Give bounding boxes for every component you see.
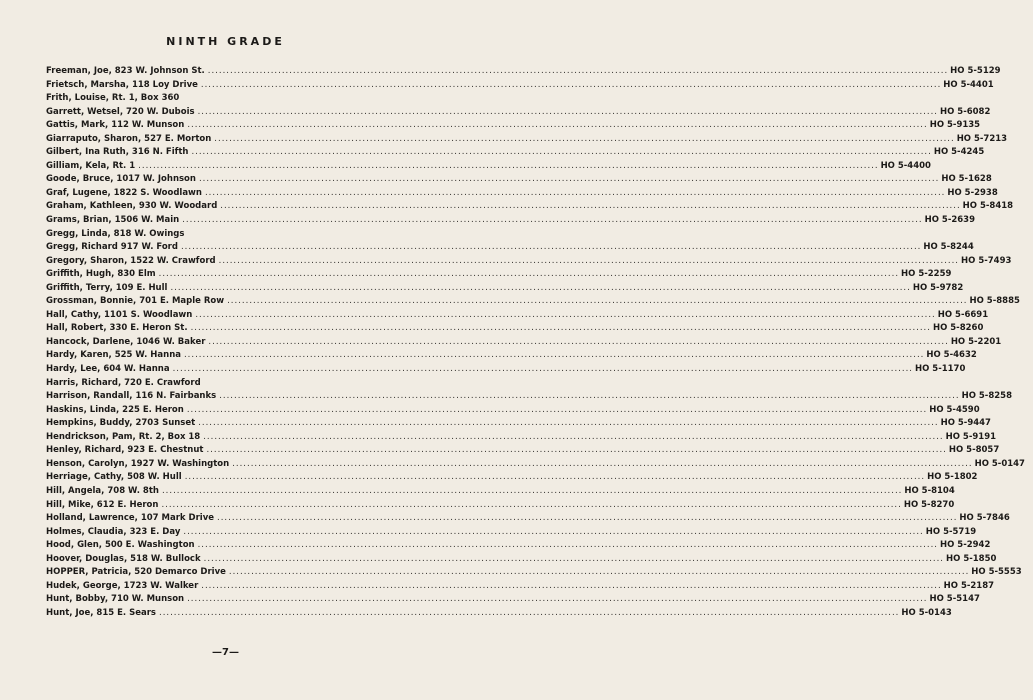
directory-entry bbox=[46, 322, 984, 336]
entry-name-address: Henley, Richard, 923 E. Chestnut bbox=[46, 445, 204, 456]
dot-leader: ........................................................................................................................................................................................................ bbox=[138, 160, 879, 171]
entry-name-address: Haskins, Linda, 225 E. Heron bbox=[46, 404, 184, 415]
dot-leader: ........................................................................................................................................................................................................ bbox=[220, 201, 961, 212]
entry-name-address: Graham, Kathleen, 930 W. Woodard bbox=[46, 201, 218, 212]
directory-entry bbox=[46, 200, 1014, 214]
entry-name-address: Hendrickson, Pam, Rt. 2, Box 18 bbox=[46, 431, 201, 442]
directory-entry bbox=[46, 214, 976, 228]
directory-entry bbox=[46, 539, 991, 553]
entry-name-address: Goode, Bruce, 1017 W. Johnson bbox=[46, 174, 196, 185]
directory-entry bbox=[46, 336, 1002, 350]
directory-entry bbox=[46, 431, 997, 445]
directory-entry bbox=[46, 417, 991, 431]
directory-entry bbox=[46, 526, 977, 540]
dot-leader: ........................................................................................................................................................................................................ bbox=[159, 607, 900, 618]
entry-phone: HO 5-5129 bbox=[950, 66, 1001, 76]
entry-phone: HO 5-8418 bbox=[962, 201, 1014, 212]
dot-leader: ........................................................................................................................................................................................................ bbox=[183, 350, 925, 361]
entry-phone: HO 5-9135 bbox=[929, 120, 981, 131]
entry-phone: HO 5-2942 bbox=[939, 540, 991, 551]
entry-name-address: Gattis, Mark, 112 W. Munson bbox=[46, 120, 185, 131]
entry-name-address: HOPPER, Patricia, 520 Demarco Drive bbox=[46, 567, 226, 578]
entry-name-address: Hunt, Joe, 815 E. Sears bbox=[46, 607, 156, 618]
entry-phone: HO 5-0143 bbox=[901, 607, 952, 618]
directory-entry bbox=[46, 580, 995, 594]
directory-entry bbox=[46, 282, 964, 296]
entry-phone: HO 5-1170 bbox=[914, 364, 966, 375]
directory-entry bbox=[46, 553, 997, 567]
dot-leader: ........................................................................................................................................................................................................ bbox=[203, 553, 945, 564]
dot-leader: ........................................................................................................................................................................................................ bbox=[172, 364, 913, 375]
directory-entry bbox=[46, 404, 980, 418]
dot-leader: ........................................................................................................................................................................................................ bbox=[195, 309, 936, 320]
dot-leader: ........................................................................................................................................................................................................ bbox=[158, 269, 900, 280]
entry-phone: HO 5-1628 bbox=[941, 174, 992, 185]
entry-name-address: Hood, Glen, 500 E. Washington bbox=[46, 540, 195, 551]
directory-entry bbox=[46, 512, 1010, 526]
directory-entry bbox=[46, 160, 931, 174]
entry-name-address: Hempkins, Buddy, 2703 Sunset bbox=[46, 418, 196, 429]
directory-entry bbox=[46, 485, 955, 499]
entry-phone: HO 5-8104 bbox=[904, 485, 955, 496]
entry-name-address: Gilliam, Kela, Rt. 1 bbox=[46, 160, 136, 171]
directory-entry bbox=[46, 79, 994, 93]
directory-entry bbox=[46, 363, 966, 377]
directory-list bbox=[46, 65, 1025, 620]
entry-phone: HO 5-4245 bbox=[933, 147, 985, 158]
dot-leader: ........................................................................................................................................................................................................ bbox=[228, 567, 970, 578]
entry-phone: HO 5-9191 bbox=[945, 431, 997, 442]
dot-leader: ........................................................................................................................................................................................................ bbox=[208, 336, 949, 347]
directory-entry bbox=[46, 241, 974, 255]
dot-leader: ........................................................................................................................................................................................................ bbox=[227, 296, 968, 307]
entry-name-address: Gregg, Richard 917 W. Ford bbox=[46, 242, 178, 253]
entry-name-address: Hancock, Darlene, 1046 W. Baker bbox=[46, 336, 206, 347]
entry-phone: HO 5-6082 bbox=[939, 106, 991, 117]
entry-name-address: Freeman, Joe, 823 W. Johnson St. bbox=[46, 66, 205, 76]
entry-name-address: Grossman, Bonnie, 701 E. Maple Row bbox=[46, 296, 225, 307]
entry-name-address: Herriage, Cathy, 508 W. Hull bbox=[46, 472, 182, 483]
entry-name-address: Hardy, Lee, 604 W. Hanna bbox=[46, 364, 170, 375]
entry-name-address: Gregory, Sharon, 1522 W. Crawford bbox=[46, 255, 216, 266]
dot-leader: ........................................................................................................................................................................................................ bbox=[198, 418, 939, 429]
entry-name-address: Hudek, George, 1723 W. Walker bbox=[46, 580, 199, 591]
dot-leader: ........................................................................................................................................................................................................ bbox=[184, 472, 926, 483]
entry-phone: HO 5-5719 bbox=[925, 526, 977, 537]
entry-phone: HO 5-1802 bbox=[927, 472, 978, 483]
directory-entry bbox=[46, 255, 1012, 269]
dot-leader: ........................................................................................................................................................................................................ bbox=[218, 255, 960, 266]
dot-leader: ........................................................................................................................................................................................................ bbox=[187, 120, 928, 131]
dot-leader: ........................................................................................................................................................................................................ bbox=[206, 445, 947, 456]
directory-entry bbox=[46, 133, 1008, 147]
directory-entry bbox=[46, 295, 1020, 309]
entry-phone: HO 5-2938 bbox=[947, 187, 998, 198]
directory-entry bbox=[46, 92, 419, 106]
directory-entry bbox=[46, 377, 419, 391]
directory-entry bbox=[46, 228, 419, 242]
entry-phone: HO 5-6691 bbox=[937, 309, 989, 320]
directory-entry bbox=[46, 593, 980, 607]
entry-phone: HO 5-4632 bbox=[926, 350, 977, 361]
directory-entry bbox=[46, 444, 1000, 458]
entry-name-address: Frith, Louise, Rt. 1, Box 360 bbox=[46, 93, 180, 104]
entry-name-address: Gilbert, Ina Ruth, 316 N. Fifth bbox=[46, 147, 189, 158]
dot-leader: ........................................................................................................................................................................................................ bbox=[214, 133, 955, 144]
entry-name-address: Frietsch, Marsha, 118 Loy Drive bbox=[46, 79, 198, 90]
entry-name-address: Graf, Lugene, 1822 S. Woodlawn bbox=[46, 187, 202, 198]
entry-phone: HO 5-2201 bbox=[950, 336, 1002, 347]
entry-name-address: Henson, Carolyn, 1927 W. Washington bbox=[46, 458, 230, 469]
entry-phone: HO 5-2259 bbox=[901, 269, 952, 280]
dot-leader: ........................................................................................................................................................................................................ bbox=[204, 187, 946, 198]
entry-name-address: Hunt, Bobby, 710 W. Munson bbox=[46, 594, 185, 605]
dot-leader: ........................................................................................................................................................................................................ bbox=[170, 282, 911, 293]
dot-leader: ........................................................................................................................................................................................................ bbox=[191, 147, 932, 158]
entry-phone: HO 5-8057 bbox=[948, 445, 1000, 456]
directory-entry bbox=[46, 566, 1022, 580]
entry-name-address: Hill, Mike, 612 E. Heron bbox=[46, 499, 159, 510]
entry-phone: HO 5-4401 bbox=[943, 79, 994, 90]
directory-entry bbox=[46, 106, 991, 120]
page-heading: NINTH GRADE bbox=[166, 35, 285, 48]
entry-phone: HO 5-8885 bbox=[969, 296, 1020, 307]
directory-entry bbox=[46, 471, 978, 485]
dot-leader: ........................................................................................................................................................................................................ bbox=[207, 66, 949, 76]
entry-name-address: Hall, Robert, 330 E. Heron St. bbox=[46, 323, 188, 334]
directory-entry bbox=[46, 119, 981, 133]
directory-entry bbox=[46, 65, 1001, 79]
dot-leader: ........................................................................................................................................................................................................ bbox=[197, 540, 938, 551]
entry-phone: HO 5-9447 bbox=[940, 418, 991, 429]
entry-phone: HO 5-2639 bbox=[924, 215, 976, 226]
entry-phone: HO 5-4400 bbox=[880, 160, 931, 171]
entry-name-address: Hoover, Douglas, 518 W. Bullock bbox=[46, 553, 201, 564]
entry-phone: HO 5-5147 bbox=[929, 594, 980, 605]
dot-leader: ........................................................................................................................................................................................................ bbox=[219, 391, 960, 402]
dot-leader: ........................................................................................................................................................................................................ bbox=[201, 580, 942, 591]
entry-phone: HO 5-9782 bbox=[912, 282, 964, 293]
entry-name-address: Gregg, Linda, 818 W. Owings bbox=[46, 228, 185, 239]
entry-phone: HO 5-5553 bbox=[971, 567, 1022, 578]
entry-name-address: Hall, Cathy, 1101 S. Woodlawn bbox=[46, 309, 193, 320]
entry-name-address: Garrett, Wetsel, 720 W. Dubois bbox=[46, 106, 195, 117]
entry-name-address: Giarraputo, Sharon, 527 E. Morton bbox=[46, 133, 212, 144]
entry-name-address: Holmes, Claudia, 323 E. Day bbox=[46, 526, 181, 537]
dot-leader: ........................................................................................................................................................................................................ bbox=[186, 404, 928, 415]
dot-leader: ........................................................................................................................................................................................................ bbox=[183, 526, 924, 537]
directory-entry bbox=[46, 499, 955, 513]
directory-entry bbox=[46, 309, 989, 323]
entry-phone: HO 5-1850 bbox=[946, 553, 997, 564]
entry-name-address: Hill, Angela, 708 W. 8th bbox=[46, 485, 159, 496]
entry-phone: HO 5-7493 bbox=[961, 255, 1012, 266]
entry-phone: HO 5-7846 bbox=[959, 513, 1010, 524]
page-number: —7— bbox=[212, 647, 239, 658]
entry-phone: HO 5-8258 bbox=[961, 391, 1012, 402]
dot-leader: ........................................................................................................................................................................................................ bbox=[200, 79, 942, 90]
dot-leader: ........................................................................................................................................................................................................ bbox=[232, 458, 973, 469]
entry-phone: HO 5-8244 bbox=[923, 242, 974, 253]
dot-leader: ........................................................................................................................................................................................................ bbox=[217, 513, 958, 524]
dot-leader: ........................................................................................................................................................................................................ bbox=[203, 431, 944, 442]
dot-leader: ........................................................................................................................................................................................................ bbox=[198, 174, 940, 185]
directory-entry bbox=[46, 349, 977, 363]
entry-name-address: Griffith, Terry, 109 E. Hull bbox=[46, 282, 168, 293]
entry-name-address: Harris, Richard, 720 E. Crawford bbox=[46, 377, 201, 388]
directory-entry bbox=[46, 607, 952, 621]
dot-leader: ........................................................................................................................................................................................................ bbox=[161, 485, 903, 496]
entry-name-address: Griffith, Hugh, 830 Elm bbox=[46, 269, 156, 280]
entry-phone: HO 5-0147 bbox=[974, 458, 1025, 469]
directory-entry bbox=[46, 173, 992, 187]
directory-entry bbox=[46, 390, 1012, 404]
directory-entry bbox=[46, 146, 985, 160]
entry-name-address: Harrison, Randall, 116 N. Fairbanks bbox=[46, 391, 217, 402]
directory-entry bbox=[46, 268, 952, 282]
dot-leader: ........................................................................................................................................................................................................ bbox=[187, 594, 928, 605]
dot-leader: ........................................................................................................................................................................................................ bbox=[182, 215, 923, 226]
entry-phone: HO 5-4590 bbox=[929, 404, 980, 415]
entry-phone: HO 5-8260 bbox=[932, 323, 984, 334]
entry-phone: HO 5-7213 bbox=[956, 133, 1008, 144]
directory-entry bbox=[46, 187, 998, 201]
entry-name-address: Grams, Brian, 1506 W. Main bbox=[46, 215, 180, 226]
dot-leader: ........................................................................................................................................................................................................ bbox=[180, 242, 922, 253]
dot-leader: ........................................................................................................................................................................................................ bbox=[197, 106, 938, 117]
dot-leader: ........................................................................................................................................................................................................ bbox=[161, 499, 902, 510]
entry-name-address: Holland, Lawrence, 107 Mark Drive bbox=[46, 513, 215, 524]
entry-phone: HO 5-2187 bbox=[943, 580, 995, 591]
entry-name-address: Hardy, Karen, 525 W. Hanna bbox=[46, 350, 181, 361]
directory-entry bbox=[46, 458, 1025, 472]
entry-phone: HO 5-8270 bbox=[903, 499, 955, 510]
dot-leader: ........................................................................................................................................................................................................ bbox=[190, 323, 931, 334]
